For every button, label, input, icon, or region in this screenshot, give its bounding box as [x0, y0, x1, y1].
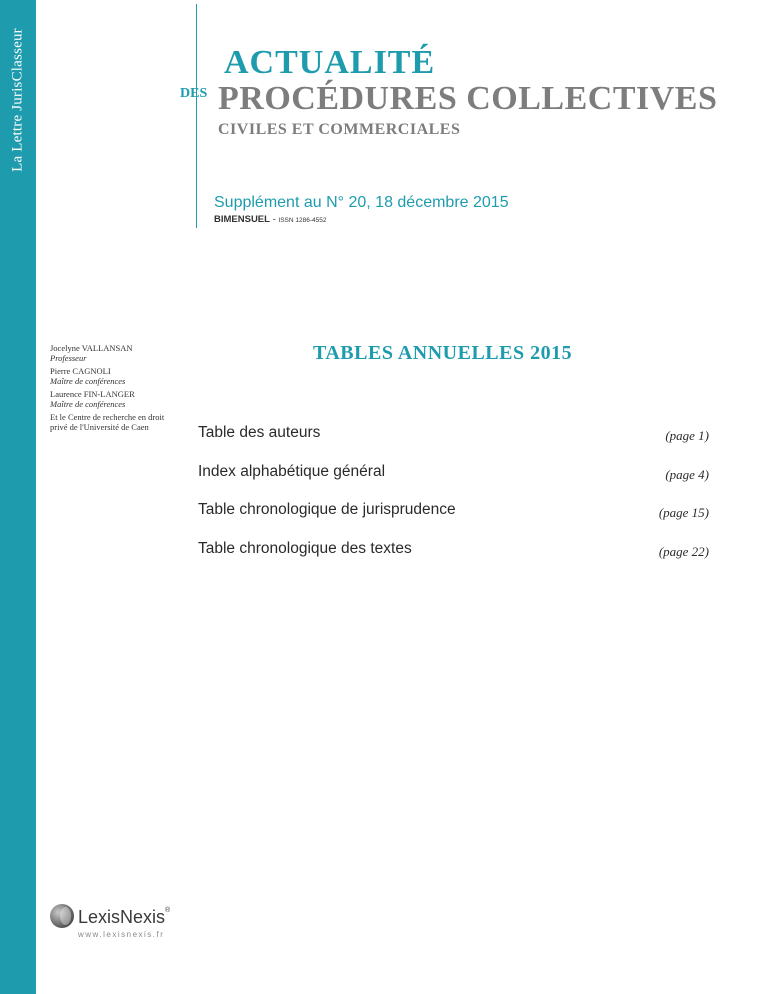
author-name: Laurence FIN-LANGER: [50, 389, 135, 399]
logo-name: [78, 907, 170, 928]
author-name: Pierre CAGNOLI: [50, 366, 111, 376]
issn-number: ISSN 1286-4552: [278, 217, 327, 224]
toc-label[interactable]: Table des auteurs: [198, 424, 321, 441]
author-role: Professeur: [50, 353, 87, 363]
logo-registered-mark: ®: [165, 907, 171, 914]
author-entry: [50, 366, 168, 386]
title-procedures-collectives: PROCÉDURES COLLECTIVES: [218, 80, 718, 117]
toc-label[interactable]: Table chronologique des textes: [198, 539, 412, 557]
author-name: Jocelyne VALLANSAN: [50, 343, 133, 353]
logo-name-text: LexisNexis: [78, 907, 166, 927]
sidebar-label: La Lettre JurisClasseur: [9, 28, 26, 172]
title-actualite: ACTUALITÉ: [224, 44, 436, 81]
toc-item-textes[interactable]: [198, 540, 709, 579]
issn-line: [214, 214, 326, 225]
toc-page: (page 1): [665, 428, 709, 443]
toc-page: (page 22): [658, 543, 709, 559]
frequency-label: BIMENSUEL: [214, 214, 270, 225]
title-civiles-commerciales: CIVILES ET COMMERCIALES: [218, 121, 461, 138]
author-name: Et le Centre de recherche en droit privé de l'Université de Caen: [50, 412, 165, 432]
logo-globe-icon: [50, 904, 74, 928]
title-des: DES: [180, 86, 208, 101]
author-role: Maître de conférences: [50, 399, 126, 409]
supplement-line: Supplément au N° 20, 18 décembre 2015: [214, 194, 509, 211]
author-role: Maître de conférences: [50, 376, 126, 386]
issn-separator: -: [269, 214, 279, 225]
toc-item-auteurs[interactable]: [198, 424, 709, 463]
table-of-contents: [198, 424, 709, 578]
tables-title: TABLES ANNUELLES 2015: [313, 342, 573, 364]
author-entry: [50, 343, 168, 363]
toc-label[interactable]: Index alphabétique général: [198, 462, 386, 480]
toc-page: (page 15): [658, 505, 709, 520]
toc-item-jurisprudence[interactable]: [198, 501, 709, 540]
sidebar-band: [0, 0, 36, 994]
author-entry: [50, 412, 168, 432]
toc-item-index[interactable]: [198, 463, 709, 502]
publisher-url[interactable]: www.lexisnexis.fr: [78, 930, 165, 939]
toc-label[interactable]: Table chronologique de jurisprudence: [198, 501, 456, 518]
header-divider: [196, 4, 197, 228]
authors-list: [50, 343, 168, 435]
toc-page: (page 4): [665, 466, 709, 482]
author-entry: [50, 389, 168, 409]
lexisnexis-logo: [50, 904, 190, 944]
